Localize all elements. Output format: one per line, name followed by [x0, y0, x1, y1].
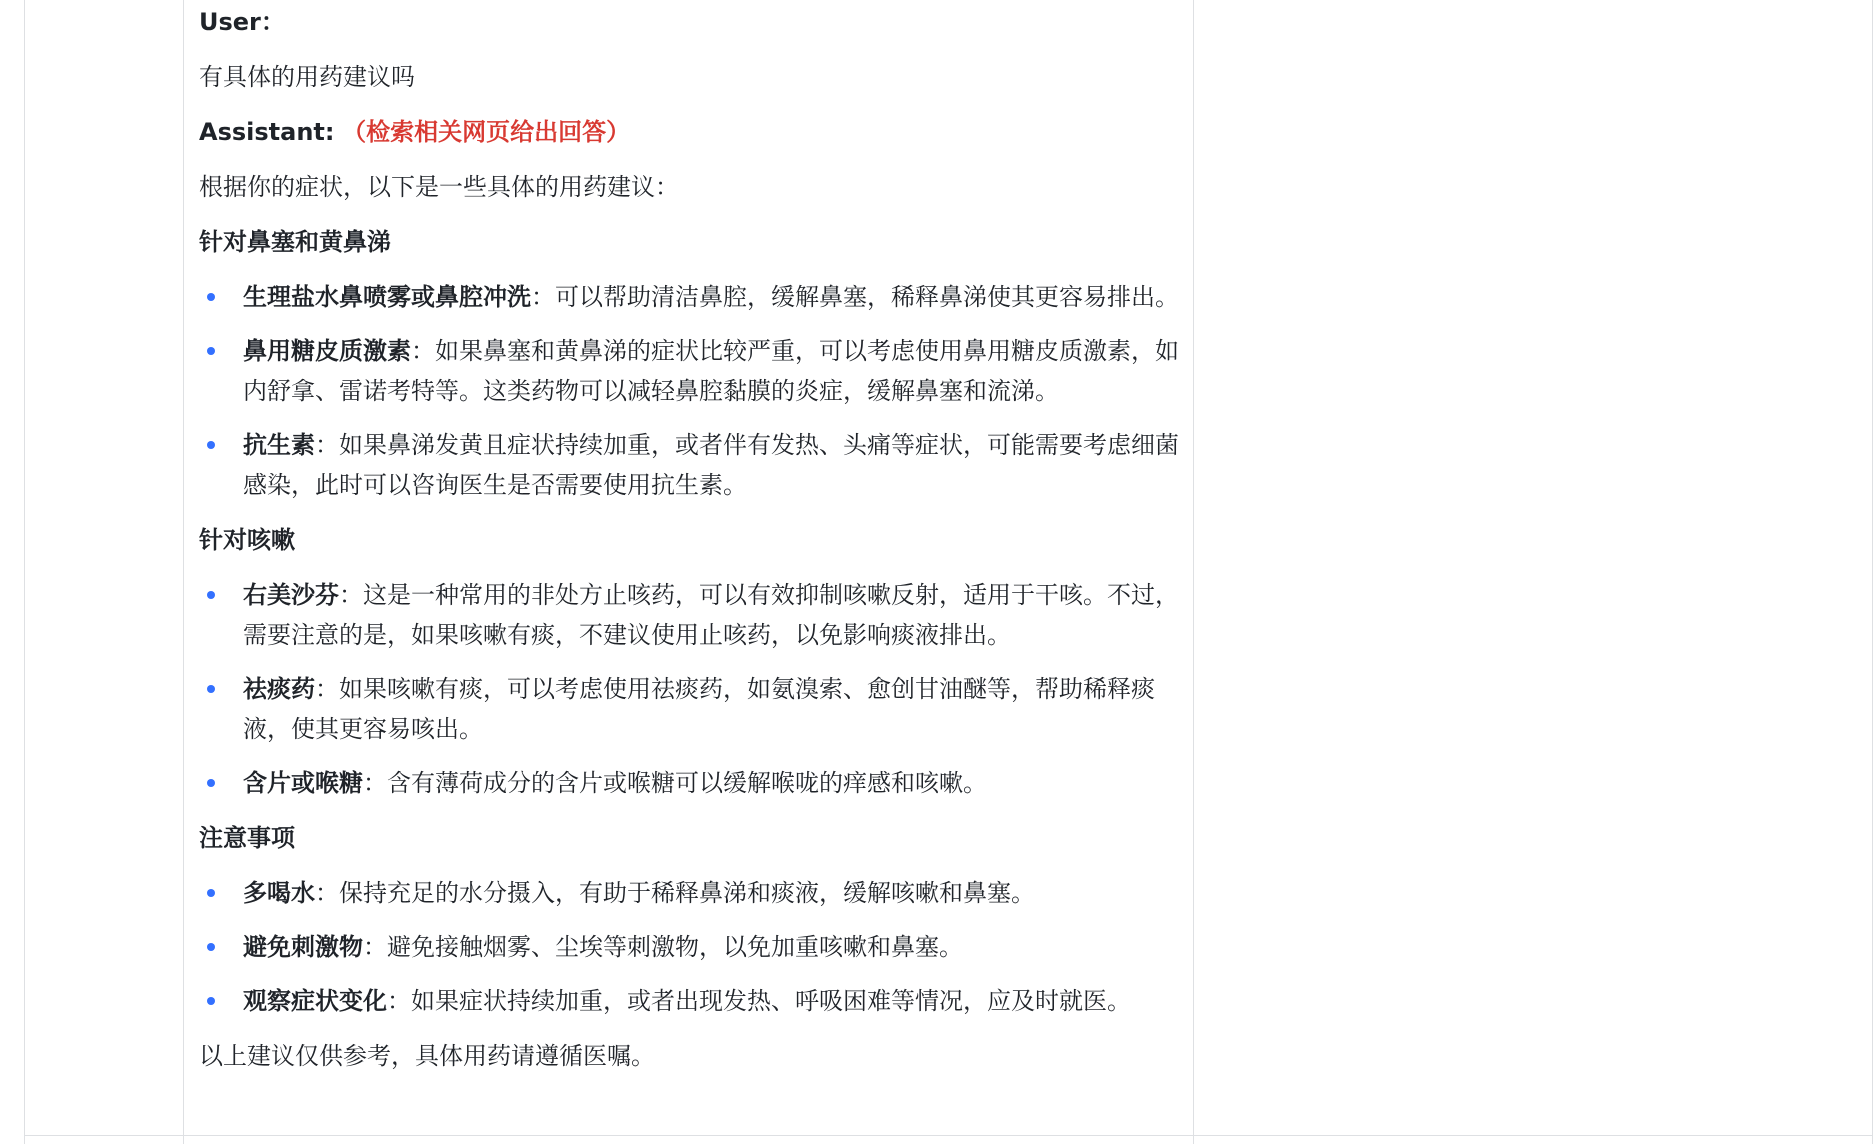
table-column-divider: [1193, 0, 1194, 1144]
section-heading: 针对咳嗽: [199, 526, 295, 554]
list-item: [199, 927, 1181, 967]
item-term: 右美沙芬: [243, 581, 339, 609]
advice-list: [199, 277, 1181, 505]
bullet-icon: [207, 591, 215, 599]
bullet-icon: [207, 889, 215, 897]
list-item: [199, 277, 1181, 317]
bullet-icon: [207, 441, 215, 449]
item-term: 鼻用糖皮质激素: [243, 337, 411, 365]
assistant-label: Assistant:: [199, 118, 335, 146]
item-text: ：可以帮助清洁鼻腔，缓解鼻塞，稀释鼻涕使其更容易排出。: [531, 283, 1179, 311]
assistant-intro: 根据你的症状，以下是一些具体的用药建议：: [199, 173, 679, 201]
bullet-icon: [207, 779, 215, 787]
assistant-header: [199, 112, 1181, 152]
section-heading: 针对鼻塞和黄鼻涕: [199, 228, 391, 256]
list-item: [199, 331, 1181, 411]
item-text: ：保持充足的水分摄入，有助于稀释鼻涕和痰液，缓解咳嗽和鼻塞。: [315, 879, 1035, 907]
list-item: [199, 763, 1181, 803]
list-item: [199, 669, 1181, 749]
bullet-icon: [207, 293, 215, 301]
list-item: [199, 873, 1181, 913]
item-term: 抗生素: [243, 431, 315, 459]
item-text: ：避免接触烟雾、尘埃等刺激物，以免加重咳嗽和鼻塞。: [363, 933, 963, 961]
item-text: ：如果鼻塞和黄鼻涕的症状比较严重，可以考虑使用鼻用糖皮质激素，如内舒拿、雷诺考特等。这类药物可以减轻鼻腔黏膜的炎症，缓解鼻塞和流涕。: [243, 337, 1179, 405]
item-text: ：如果症状持续加重，或者出现发热、呼吸困难等情况，应及时就医。: [387, 987, 1131, 1015]
item-term: 多喝水: [243, 879, 315, 907]
table-border-left: [24, 0, 25, 1144]
table-border-right: [1872, 0, 1873, 1144]
bullet-icon: [207, 997, 215, 1005]
user-message: 有具体的用药建议吗: [199, 63, 415, 91]
list-item: [199, 981, 1181, 1021]
item-term: 含片或喉糖: [243, 769, 363, 797]
item-text: ：如果鼻涕发黄且症状持续加重，或者伴有发热、头痛等症状，可能需要考虑细菌感染，此时可以咨询医生是否需要使用抗生素。: [243, 431, 1179, 499]
assistant-note: （检索相关网页给出回答）: [342, 118, 631, 146]
item-term: 生理盐水鼻喷雾或鼻腔冲洗: [243, 283, 531, 311]
bullet-icon: [207, 347, 215, 355]
table-row-divider: [24, 1135, 1873, 1136]
dialogue-cell: [199, 0, 1181, 1091]
list-item: [199, 425, 1181, 505]
item-term: 观察症状变化: [243, 987, 387, 1015]
item-text: ：如果咳嗽有痰，可以考虑使用祛痰药，如氨溴索、愈创甘油醚等，帮助稀释痰液，使其更容易咳出。: [243, 675, 1155, 743]
bullet-icon: [207, 685, 215, 693]
bullet-icon: [207, 943, 215, 951]
closing-note: 以上建议仅供参考，具体用药请遵循医嘱。: [199, 1042, 655, 1070]
item-term: 避免刺激物: [243, 933, 363, 961]
advice-list: [199, 873, 1181, 1021]
item-text: ：这是一种常用的非处方止咳药，可以有效抑制咳嗽反射，适用于干咳。不过，需要注意的是，如果咳嗽有痰，不建议使用止咳药，以免影响痰液排出。: [243, 581, 1179, 649]
advice-list: [199, 575, 1181, 803]
list-item: [199, 575, 1181, 655]
user-label: User：: [199, 8, 285, 36]
section-heading: 注意事项: [199, 824, 295, 852]
item-text: ：含有薄荷成分的含片或喉糖可以缓解喉咙的痒感和咳嗽。: [363, 769, 987, 797]
table-column-divider: [183, 0, 184, 1144]
item-term: 祛痰药: [243, 675, 315, 703]
